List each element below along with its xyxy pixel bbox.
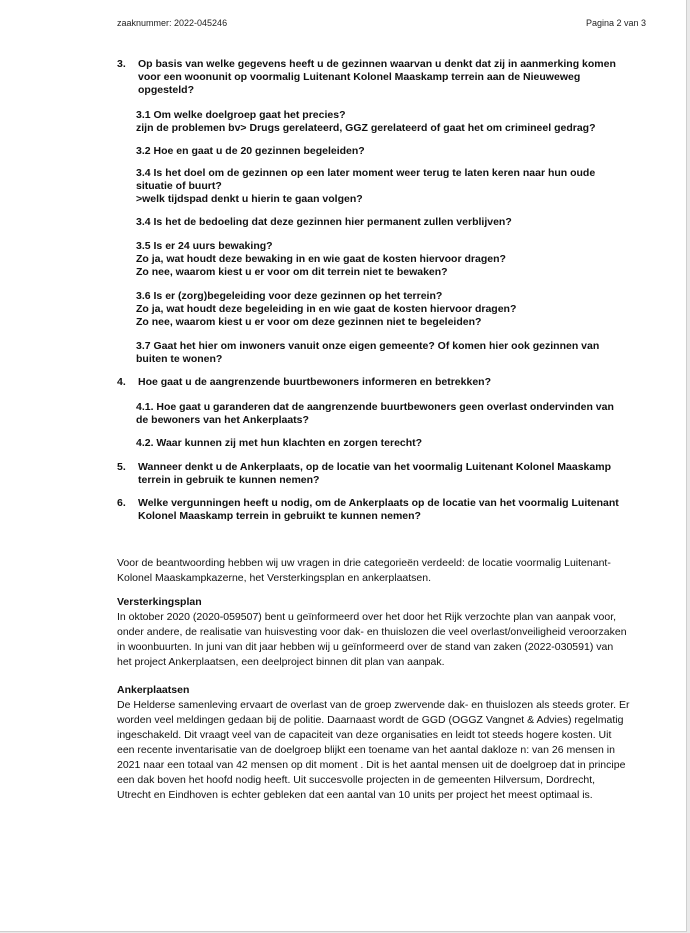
section-paragraph: De Helderse samenleving ervaart de overlast van de groep zwervende dak- en thuislozen als steeds groter. Er worden veel meldingen gedaan bij de politie. Daarnaast wordt de GGD (OGGZ Vangnet & Advies) regelmatig ingeschakeld. Dit vraagt veel van de capaciteit van deze organisaties en leidt tot steeds hogere kosten. Uit een recente inventarisatie van de doelgroep blijkt een toename van het aantal dakloze n: van 26 mensen in 2021 naar een totaal van 42 mensen op dit moment . Dit is het aantal mensen uit de doelgroep dat in principe een dak boven het hoofd nodig heeft. Uit succesvolle projecten in de gemeenten Hilversum, Dordrecht, Utrecht en Eindhoven is echter gebleken dat een aantal van 10 units per project het meest optimaal is. (117, 699, 630, 801)
question-6 (117, 497, 662, 524)
case-number: zaaknummer: 2022-045246 (117, 18, 228, 28)
question-5 (117, 461, 662, 488)
question-4 (117, 376, 657, 390)
question-text: Op basis van welke gegevens heeft u de gezinnen waarvan u denkt dat zij in aanmerking komen voor een woonunit op voormalig Luitenant Kolonel Maaskamp terrein aan de Nieuweweg opgesteld? (138, 58, 616, 96)
section-heading: Ankerplaatsen (117, 684, 190, 696)
subquestion-3-4b: 3.4 Is het de bedoeling dat deze gezinnen hier permanent zullen verblijven? (136, 216, 512, 228)
subquestion-4-2: 4.2. Waar kunnen zij met hun klachten en zorgen terecht? (136, 437, 423, 449)
subquestion-3-4a: 3.4 Is het doel om de gezinnen op een later moment weer terug te laten keren naar hun oude situatie of buurt? >welk tijdspad denkt u hierin te gaan volgen? (136, 167, 596, 205)
question-text: Wanneer denkt u de Ankerplaats, op de locatie van het voormalig Luitenant Kolonel Maaskamp terrein in gebruik te kunnen nemen? (138, 461, 611, 486)
section-paragraph: In oktober 2020 (2020-059507) bent u geïnformeerd over het door het Rijk verzochte plan van aanpak voor, onder andere, de realisatie van huisvesting voor dak- en thuislozen die veel overlast/onveiligheid veroorzaken in woonbuurten. In juni van dit jaar hebben wij u geïnformeerd over de stand van zaken (2022-030591) van het project Ankerplaatsen, een deelproject binnen dit plan van aanpak. (117, 611, 627, 668)
question-number: 5. (117, 461, 126, 473)
section-heading: Versterkingsplan (117, 596, 202, 608)
page-number: Pagina 2 van 3 (585, 18, 646, 28)
question-3 (117, 58, 657, 98)
question-number: 3. (117, 58, 126, 70)
subquestion-3-7: 3.7 Gaat het hier om inwoners vanuit onze eigen gemeente? Of komen hier ook gezinnen van buiten te wonen? (136, 340, 600, 365)
subquestion-3-2: 3.2 Hoe en gaat u de 20 gezinnen begeleiden? (136, 145, 365, 157)
subquestion-3-6: 3.6 Is er (zorg)begeleiding voor deze gezinnen op het terrein? Zo ja, wat houdt deze begeleiding in en wie gaat de kosten hiervoor dragen? Zo nee, waarom kiest u er voor om deze gezinnen niet te begeleiden? (136, 290, 517, 328)
question-number: 6. (117, 497, 126, 509)
subquestion-3-5: 3.5 Is er 24 uurs bewaking? Zo ja, wat houdt deze bewaking in en wie gaat de kosten hiervoor dragen? Zo nee, waarom kiest u er voor om dit terrein niet te bewaken? (136, 240, 506, 278)
question-number: 4. (117, 376, 126, 388)
question-text: Hoe gaat u de aangrenzende buurtbewoners informeren en betrekken? (138, 376, 491, 388)
subquestion-4-1: 4.1. Hoe gaat u garanderen dat de aangrenzende buurtbewoners geen overlast ondervinden van de bewoners van het Ankerplaats? (136, 401, 614, 426)
question-text: Welke vergunningen heeft u nodig, om de Ankerplaats op de locatie van het voormalig Luitenant Kolonel Maaskamp terrein in gebruikt te kunnen nemen? (138, 497, 619, 522)
intro-paragraph: Voor de beantwoording hebben wij uw vragen in drie categorieën verdeeld: de locatie voormalig Luitenant- Kolonel Maaskampkazerne, het Versterkingsplan en ankerplaatsen. (117, 557, 611, 584)
subquestion-3-1: 3.1 Om welke doelgroep gaat het precies? zijn de problemen bv> Drugs gerelateerd, GGZ gerelateerd of gaat het om crimineel gedrag? (136, 109, 596, 134)
